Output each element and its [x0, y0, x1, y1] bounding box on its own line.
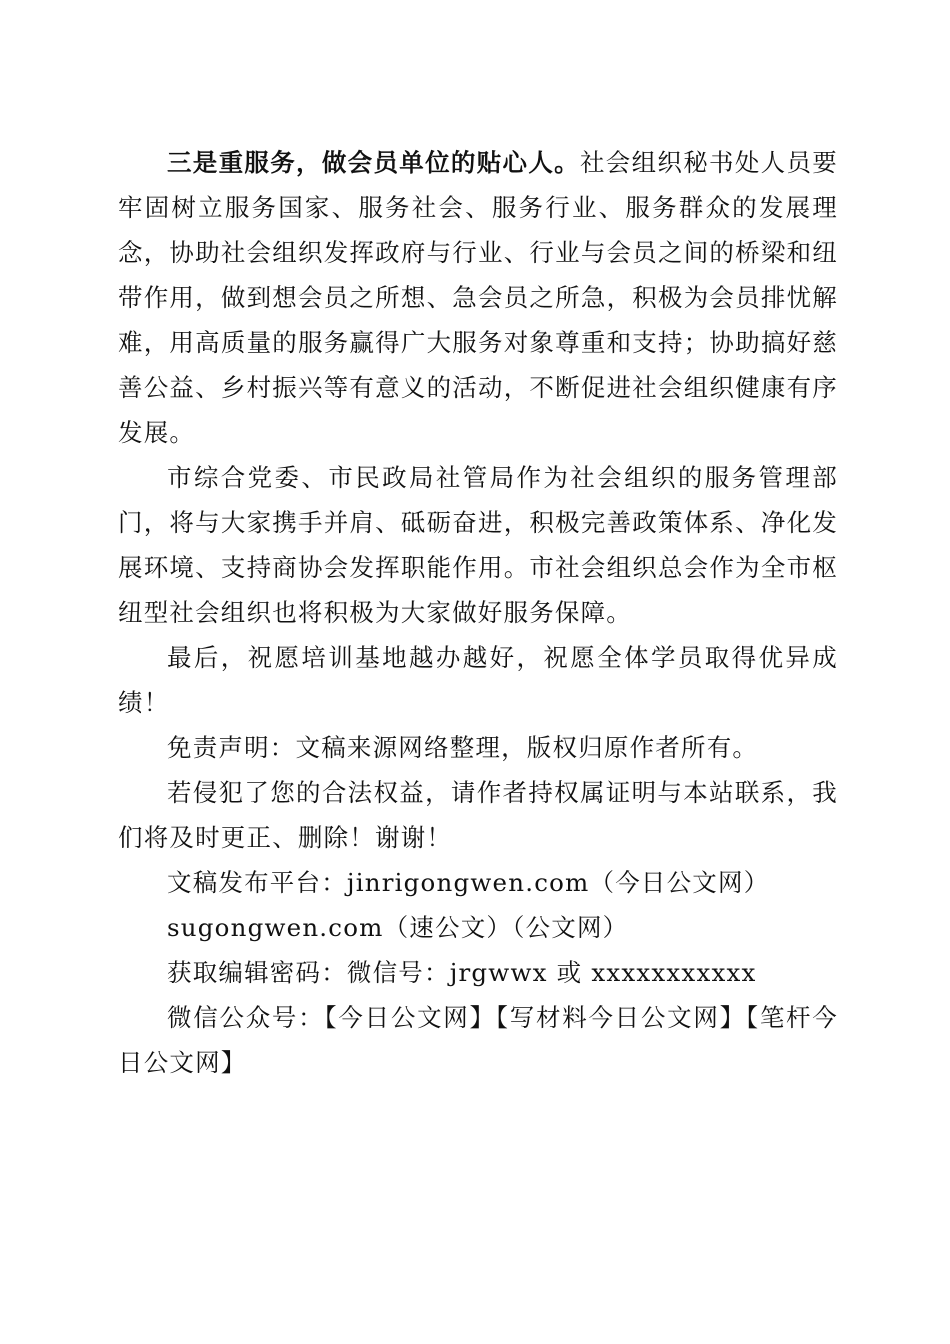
paragraph-text: 社会组织秘书处人员要牢固树立服务国家、服务社会、服务行业、服务群众的发展理念，协助社会组织发挥政府与行业、行业与会员之间的桥梁和纽带作用，做到想会员之所想、急会员之所急，积极为会员排忧解难，用高质量的服务赢得广大服务对象尊重和支持；协助搞好慈善公益、乡村振兴等有意义的活动，不断促进社会组织健康有序发展。: [118, 148, 839, 447]
paragraph-closing-wishes: 最后，祝愿培训基地越办越好，祝愿全体学员取得优异成绩！: [118, 643, 838, 717]
edit-password-line: 获取编辑密码：微信号：jrgwwx 或 xxxxxxxxxxx: [167, 958, 757, 987]
paragraph-lead: 三是重服务，做会员单位的贴心人。: [167, 148, 580, 177]
wechat-accounts-line: 微信公众号：【今日公文网】【写材料今日公文网】【笔杆今日公文网】: [118, 1003, 838, 1077]
paragraph-service: [118, 140, 838, 455]
publish-platform-line: 文稿发布平台：jinrigongwen.com（今日公文网）: [167, 868, 770, 897]
disclaimer-line: 免责声明：文稿来源网络整理，版权归原作者所有。: [167, 733, 759, 762]
alt-site-line: sugongwen.com（速公文）（公文网）: [167, 913, 629, 942]
document-body: [118, 140, 838, 1085]
infringement-notice: 若侵犯了您的合法权益，请作者持权属证明与本站联系，我们将及时更正、删除！谢谢！: [118, 778, 838, 852]
paragraph-management: 市综合党委、市民政局社管局作为社会组织的服务管理部门，将与大家携手并肩、砥砺奋进，积极完善政策体系、净化发展环境、支持商协会发挥职能作用。市社会组织总会作为全市枢纽型社会组织也将积极为大家做好服务保障。: [118, 463, 838, 627]
